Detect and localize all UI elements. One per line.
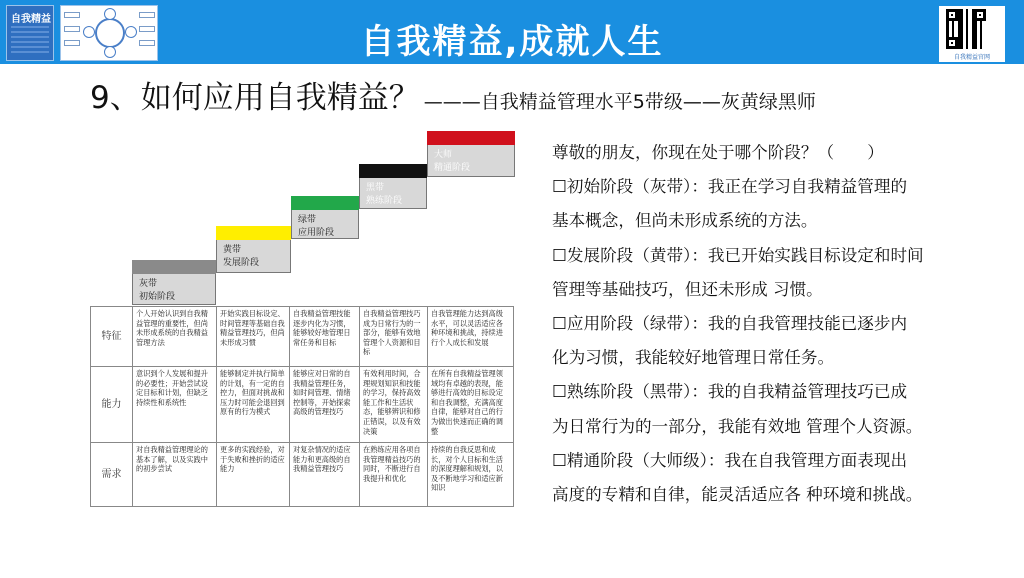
table-cell: 能够制定并执行简单的计划，有一定的自控力，但面对挑战和压力时可能会退回到原有的行为模式	[217, 367, 290, 443]
belt-color-bar	[132, 260, 216, 274]
table-cell: 更多的实践经验，对于失败和挫折的适应能力	[217, 443, 290, 507]
row-header: 需求	[91, 443, 133, 507]
table-cell: 对复杂情况的适应能力和更高级的自我精益管理技巧	[290, 443, 360, 507]
heading-main: 9、如何应用自我精益？	[90, 80, 420, 116]
self-assessment-text	[552, 136, 1012, 512]
table-cell: 开始实践目标设定、时间管理等基础自我精益管理技巧，但尚未形成习惯	[217, 307, 290, 367]
belt-step-5	[427, 144, 515, 177]
belt-color-bar	[216, 226, 291, 240]
belt-step-label: 大师 精通阶段	[434, 150, 471, 173]
header-banner	[0, 0, 1024, 64]
option-line: 化为习惯，我能较好地管理日常任务。	[552, 348, 835, 368]
option-line: 高度的专精和自律，能灵活适应各 种环境和挑战。	[552, 485, 923, 505]
table-cell: 在所有自我精益管理领域均有卓越的表现，能够进行高效的目标设定和自我调整，充满高度自律，能够对自己的行为做出快速而正确的调整	[428, 367, 514, 443]
table-cell: 自我精益管理技巧成为日常行为的一部分，能够有效地管理个人资源和目标	[360, 307, 428, 367]
option-line: ☐应用阶段（绿带）：我的自我管理技能已逐步内	[552, 314, 908, 334]
table-cell: 能够应对日常的自我精益管理任务，如时间管理、情绪控制等，开始探索高级的管理技巧	[290, 367, 360, 443]
table-row	[91, 367, 514, 443]
belt-step-3	[291, 209, 359, 239]
belt-step-label: 绿带 应用阶段	[298, 215, 335, 238]
belt-step-1	[132, 273, 216, 305]
option-line: ☐初始阶段（灰带）：我正在学习自我精益管理的	[552, 177, 908, 197]
question-line: 尊敬的朋友，你现在处于哪个阶段？（ ）	[552, 143, 884, 162]
table-cell: 对自我精益管理理论的基本了解，以及实践中的初步尝试	[133, 443, 217, 507]
table-cell: 个人开始认识到自我精益管理的重要性，但尚未形成系统的自我精益管理方法	[133, 307, 217, 367]
heading-subtitle: ———自我精益管理水平5带级——灰黄绿黑师	[423, 91, 816, 113]
belt-step-label: 灰带 初始阶段	[139, 279, 176, 302]
table-cell: 自我精益管理技能逐步内化为习惯，能够较好地管理日常任务和目标	[290, 307, 360, 367]
table-row	[91, 443, 514, 507]
belt-step-label: 黄带 发展阶段	[223, 245, 260, 268]
option-line: ☐精通阶段（大师级）：我在自我管理方面表现出	[552, 450, 908, 470]
book-cover-title: 自我精益	[11, 14, 51, 25]
table-cell: 持续的自我反思和成长，对个人目标和生活的深度理解和规划，以及不断地学习和适应新知识	[428, 443, 514, 507]
table-row	[91, 307, 514, 367]
belt-color-bar	[291, 196, 359, 210]
belt-step-label: 黑带 熟练阶段	[366, 183, 403, 206]
stage-table	[90, 306, 514, 507]
table-cell: 在熟练应用各项自我管理精益技巧的同时，不断进行自我提升和优化	[360, 443, 428, 507]
option-line: ☐熟练阶段（黑带）：我的自我精益管理技巧已成	[552, 382, 908, 402]
table-cell: 自我管理能力达到高级水平，可以灵活适应各种环境和挑战，持续进行个人成长和发展	[428, 307, 514, 367]
belt-color-bar	[359, 164, 427, 178]
row-header: 能力	[91, 367, 133, 443]
option-line: 管理等基础技巧，但还未形成 习惯。	[552, 279, 823, 299]
table-cell: 有效利用时间，合理规划知识和技能的学习，保持高效能工作和生活状态，能够辨识和修正错误，以及有效决策	[360, 367, 428, 443]
table-cell: 意识到个人发展和提升的必要性；开始尝试设定目标和计划，但缺乏持续性和系统性	[133, 367, 217, 443]
belt-color-bar	[427, 131, 515, 145]
option-line: ☐发展阶段（黄带）：我已开始实践目标设定和时间	[552, 245, 924, 265]
belt-step-4	[359, 177, 427, 209]
belt-step-2	[216, 239, 291, 273]
qr-code-image	[939, 6, 1005, 62]
option-line: 基本概念，但尚未形成系统的方法。	[552, 211, 818, 231]
slide-heading	[90, 72, 816, 117]
option-line: 为日常行为的一部分，我能有效地 管理个人资源。	[552, 416, 923, 436]
row-header: 特征	[91, 307, 133, 367]
banner-title: 自我精益,成就人生	[360, 22, 664, 62]
qr-caption: 自我精益官网	[953, 54, 990, 61]
